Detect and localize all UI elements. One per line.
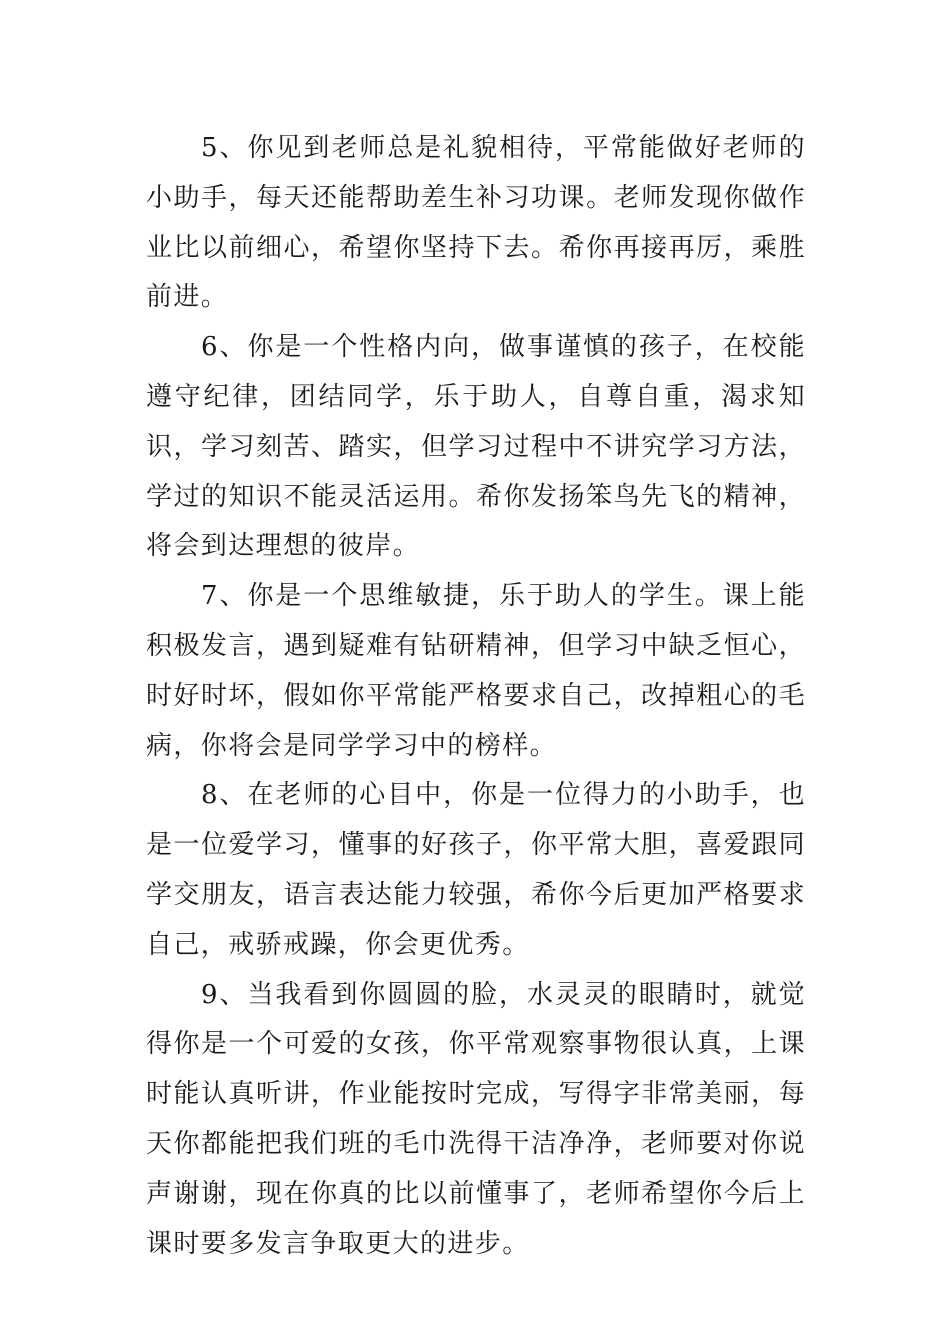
comment-paragraph-7: 7、你是一个思维敏捷，乐于助人的学生。课上能积极发言，遇到疑难有钻研精神，但学习中缺乏恒心，时好时坏，假如你平常能严格要求自己，改掉粗心的毛病，你将会是同学学习中的榜样。	[146, 581, 806, 761]
comment-paragraph-6: 6、你是一个性格内向，做事谨慎的孩子，在校能遵守纪律，团结同学，乐于助人，自尊自重，渴求知识，学习刻苦、踏实，但学习过程中不讲究学习方法，学过的知识不能灵活运用。希你发扬笨鸟先飞的精神，将会到达理想的彼岸。	[146, 332, 806, 562]
document-body	[146, 124, 806, 1269]
comment-paragraph-8: 8、在老师的心目中，你是一位得力的小助手，也是一位爱学习，懂事的好孩子，你平常大胆，喜爱跟同学交朋友，语言表达能力较强，希你今后更加严格要求自己，戒骄戒躁，你会更优秀。	[146, 780, 806, 960]
comment-paragraph-5: 5、你见到老师总是礼貌相待，平常能做好老师的小助手，每天还能帮助差生补习功课。老师发现你做作业比以前细心，希望你坚持下去。希你再接再厉，乘胜前进。	[146, 133, 806, 313]
comment-paragraph-9: 9、当我看到你圆圆的脸，水灵灵的眼睛时，就觉得你是一个可爱的女孩，你平常观察事物很认真，上课时能认真听讲，作业能按时完成，写得字非常美丽，每天你都能把我们班的毛巾洗得干洁净净，老师要对你说声谢谢，现在你真的比以前懂事了，老师希望你今后上课时要多发言争取更大的进步。	[146, 979, 806, 1259]
